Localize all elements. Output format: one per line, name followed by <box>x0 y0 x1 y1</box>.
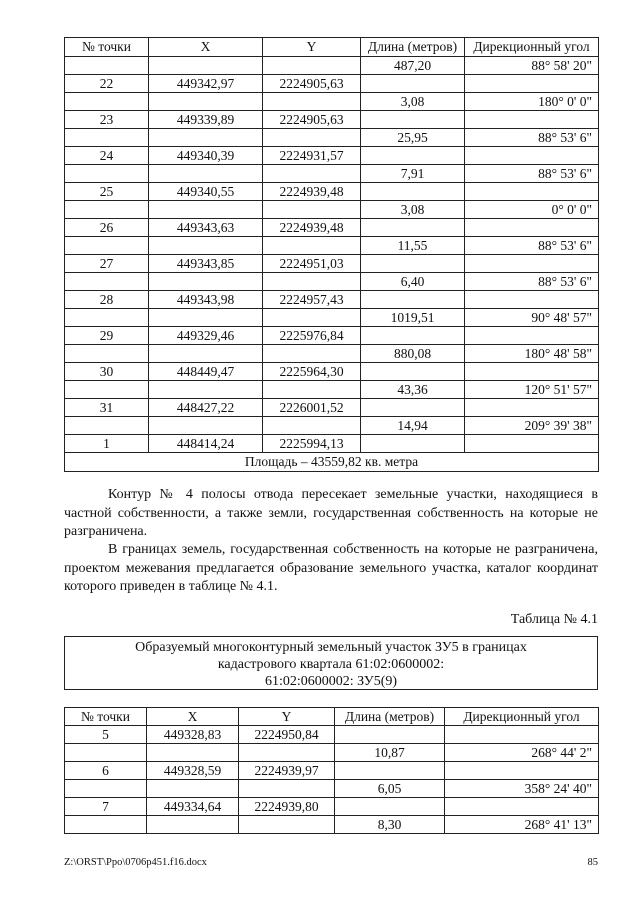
table-row <box>65 93 599 111</box>
header-direction-angle: Дирекционный угол <box>445 708 599 726</box>
cell-x: 448427,22 <box>149 399 263 417</box>
cell-y: 2224939,48 <box>263 219 361 237</box>
cell-direction-angle <box>465 363 599 381</box>
cell-direction-angle <box>465 75 599 93</box>
cell-direction-angle <box>465 111 599 129</box>
cell-x: 449343,63 <box>149 219 263 237</box>
table-row <box>65 291 599 309</box>
area-total: Площадь – 43559,82 кв. метра <box>65 453 599 472</box>
cell-direction-angle: 88° 53' 6" <box>465 273 599 291</box>
table-row <box>65 327 599 345</box>
cell-length: 8,30 <box>335 816 445 834</box>
footer-file-path: Z:\ORST\Ppo\0706p451.f16.docx <box>64 857 207 868</box>
cell-point-number: 25 <box>65 183 149 201</box>
land-plot-title-line-1: Образуемый многоконтурный земельный участок ЗУ5 в границах <box>135 640 527 655</box>
cell-length: 1019,51 <box>361 309 465 327</box>
header-point-number: № точки <box>65 708 147 726</box>
cell-y <box>263 93 361 111</box>
table-row <box>65 417 599 435</box>
cell-point-number: 27 <box>65 255 149 273</box>
table-row <box>65 201 599 219</box>
cell-direction-angle: 88° 53' 6" <box>465 165 599 183</box>
cell-x: 449334,64 <box>147 798 239 816</box>
cell-point-number <box>65 780 147 798</box>
cell-x <box>149 201 263 219</box>
cell-length <box>361 435 465 453</box>
cell-length: 487,20 <box>361 57 465 75</box>
cell-length: 6,40 <box>361 273 465 291</box>
cell-length: 7,91 <box>361 165 465 183</box>
header-length: Длина (метров) <box>335 708 445 726</box>
cell-point-number: 22 <box>65 75 149 93</box>
table-row <box>65 726 599 744</box>
cell-point-number: 30 <box>65 363 149 381</box>
land-plot-title-box <box>64 636 598 690</box>
header-y: Y <box>263 38 361 57</box>
table-header-row <box>65 708 599 726</box>
cell-length: 6,05 <box>335 780 445 798</box>
header-x: X <box>149 38 263 57</box>
table-row <box>65 219 599 237</box>
land-plot-title-line-2: кадастрового квартала 61:02:0600002: <box>217 657 445 672</box>
cell-x <box>147 780 239 798</box>
table-row <box>65 273 599 291</box>
cell-direction-angle: 209° 39' 38" <box>465 417 599 435</box>
cell-direction-angle: 268° 41' 13" <box>445 816 599 834</box>
cell-direction-angle: 268° 44' 2" <box>445 744 599 762</box>
cell-length <box>361 183 465 201</box>
table-row <box>65 183 599 201</box>
cell-y: 2226001,52 <box>263 399 361 417</box>
cell-point-number <box>65 273 149 291</box>
cell-length: 3,08 <box>361 93 465 111</box>
cell-x <box>149 165 263 183</box>
cell-direction-angle: 88° 58' 20" <box>465 57 599 75</box>
header-length: Длина (метров) <box>361 38 465 57</box>
cell-point-number <box>65 744 147 762</box>
table-row <box>65 363 599 381</box>
table-row <box>65 816 599 834</box>
table-row <box>65 381 599 399</box>
table-row <box>65 111 599 129</box>
cell-length <box>361 399 465 417</box>
cell-y <box>263 201 361 219</box>
cell-y <box>263 417 361 435</box>
footer-page-number: 85 <box>587 857 598 868</box>
cell-point-number: 5 <box>65 726 147 744</box>
cell-x: 449329,46 <box>149 327 263 345</box>
cell-point-number <box>65 93 149 111</box>
cell-point-number <box>65 237 149 255</box>
cell-direction-angle <box>445 726 599 744</box>
cell-direction-angle: 88° 53' 6" <box>465 129 599 147</box>
header-y: Y <box>239 708 335 726</box>
cell-y <box>263 237 361 255</box>
table-header-row <box>65 38 599 57</box>
cell-direction-angle: 180° 48' 58" <box>465 345 599 363</box>
paragraph-contour-4: Контур № 4 полосы отвода пересекает земельные участки, находящиеся в частной собственности, а также земли, государственная собственность на которые не разграничена. <box>64 487 598 539</box>
cell-y <box>263 381 361 399</box>
cell-y: 2224905,63 <box>263 75 361 93</box>
cell-y: 2224905,63 <box>263 111 361 129</box>
cell-x: 449343,98 <box>149 291 263 309</box>
table-row <box>65 237 599 255</box>
cell-y: 2224939,97 <box>239 762 335 780</box>
cell-length <box>335 726 445 744</box>
cell-point-number <box>65 309 149 327</box>
cell-length <box>335 798 445 816</box>
cell-y: 2225976,84 <box>263 327 361 345</box>
cell-length <box>361 75 465 93</box>
cell-y <box>263 273 361 291</box>
cell-length <box>335 762 445 780</box>
cell-point-number <box>65 165 149 183</box>
cell-point-number <box>65 816 147 834</box>
cell-x: 449340,55 <box>149 183 263 201</box>
cell-y <box>239 816 335 834</box>
cell-length: 11,55 <box>361 237 465 255</box>
cell-x <box>149 93 263 111</box>
cell-direction-angle: 0° 0' 0" <box>465 201 599 219</box>
cell-y <box>239 780 335 798</box>
cell-length <box>361 147 465 165</box>
cell-direction-angle: 180° 0' 0" <box>465 93 599 111</box>
cell-x: 449342,97 <box>149 75 263 93</box>
cell-length: 43,36 <box>361 381 465 399</box>
cell-direction-angle <box>465 291 599 309</box>
header-point-number: № точки <box>65 38 149 57</box>
cell-point-number <box>65 129 149 147</box>
cell-y: 2224931,57 <box>263 147 361 165</box>
cell-direction-angle <box>445 762 599 780</box>
cell-length <box>361 327 465 345</box>
cell-direction-angle: 90° 48' 57" <box>465 309 599 327</box>
cell-length <box>361 111 465 129</box>
table-row <box>65 780 599 798</box>
table-row <box>65 255 599 273</box>
cell-point-number: 7 <box>65 798 147 816</box>
table-row <box>65 129 599 147</box>
cell-point-number: 31 <box>65 399 149 417</box>
cell-x: 449343,85 <box>149 255 263 273</box>
cell-point-number <box>65 345 149 363</box>
cell-point-number: 23 <box>65 111 149 129</box>
cell-x <box>149 57 263 75</box>
cell-x <box>149 237 263 255</box>
area-row <box>65 453 599 472</box>
cell-x <box>149 309 263 327</box>
cell-x <box>149 129 263 147</box>
cell-x <box>149 273 263 291</box>
cell-direction-angle: 120° 51' 57" <box>465 381 599 399</box>
table-row <box>65 147 599 165</box>
cell-x: 449328,59 <box>147 762 239 780</box>
cell-point-number <box>65 381 149 399</box>
cell-y <box>239 744 335 762</box>
cell-point-number <box>65 201 149 219</box>
cell-direction-angle <box>465 255 599 273</box>
cell-direction-angle <box>465 327 599 345</box>
cell-y <box>263 345 361 363</box>
coordinates-table-body <box>65 38 599 472</box>
cell-y <box>263 309 361 327</box>
cell-direction-angle: 358° 24' 40" <box>445 780 599 798</box>
coordinates-table-zu5-body <box>65 708 599 834</box>
cell-length: 10,87 <box>335 744 445 762</box>
cell-direction-angle <box>445 798 599 816</box>
cell-direction-angle <box>465 147 599 165</box>
cell-y: 2224939,80 <box>239 798 335 816</box>
cell-y: 2225994,13 <box>263 435 361 453</box>
coordinates-table-zu5 <box>64 707 599 834</box>
cell-x: 449340,39 <box>149 147 263 165</box>
cell-x: 449339,89 <box>149 111 263 129</box>
cell-length: 3,08 <box>361 201 465 219</box>
cell-x: 448449,47 <box>149 363 263 381</box>
cell-point-number <box>65 57 149 75</box>
cell-length: 14,94 <box>361 417 465 435</box>
table-row <box>65 798 599 816</box>
cell-direction-angle: 88° 53' 6" <box>465 237 599 255</box>
cell-y: 2224939,48 <box>263 183 361 201</box>
cell-y: 2225964,30 <box>263 363 361 381</box>
table-row <box>65 762 599 780</box>
header-x: X <box>147 708 239 726</box>
cell-length <box>361 363 465 381</box>
cell-length: 880,08 <box>361 345 465 363</box>
table-row <box>65 744 599 762</box>
cell-x <box>149 417 263 435</box>
cell-length <box>361 255 465 273</box>
cell-y: 2224950,84 <box>239 726 335 744</box>
table-row <box>65 165 599 183</box>
cell-point-number: 29 <box>65 327 149 345</box>
cell-point-number <box>65 417 149 435</box>
cell-x <box>149 345 263 363</box>
table-row <box>65 345 599 363</box>
cell-direction-angle <box>465 183 599 201</box>
cell-length <box>361 291 465 309</box>
cell-direction-angle <box>465 435 599 453</box>
cell-point-number: 6 <box>65 762 147 780</box>
cell-x <box>147 744 239 762</box>
cell-y: 2224957,43 <box>263 291 361 309</box>
cell-y: 2224951,03 <box>263 255 361 273</box>
cell-y <box>263 129 361 147</box>
paragraph-state-land: В границах земель, государственная собственность на которые не разграничена, проектом межевания предлагается образование земельного участка, каталог координат которого приведен в таблице № 4.1. <box>64 542 598 594</box>
table-row <box>65 435 599 453</box>
cell-y <box>263 57 361 75</box>
cell-x <box>147 816 239 834</box>
table-row <box>65 75 599 93</box>
cell-x <box>149 381 263 399</box>
header-direction-angle: Дирекционный угол <box>465 38 599 57</box>
cell-y <box>263 165 361 183</box>
cell-point-number: 1 <box>65 435 149 453</box>
cell-x: 448414,24 <box>149 435 263 453</box>
cell-direction-angle <box>465 399 599 417</box>
cell-direction-angle <box>465 219 599 237</box>
cell-x: 449328,83 <box>147 726 239 744</box>
cell-length: 25,95 <box>361 129 465 147</box>
table-row <box>65 309 599 327</box>
coordinates-table-contour-4 <box>64 37 599 472</box>
table-row <box>65 57 599 75</box>
cell-point-number: 28 <box>65 291 149 309</box>
table-caption: Таблица № 4.1 <box>510 612 598 627</box>
cell-point-number: 26 <box>65 219 149 237</box>
cell-length <box>361 219 465 237</box>
land-plot-title-line-3: 61:02:0600002: ЗУ5(9) <box>264 674 398 689</box>
table-row <box>65 399 599 417</box>
cell-point-number: 24 <box>65 147 149 165</box>
